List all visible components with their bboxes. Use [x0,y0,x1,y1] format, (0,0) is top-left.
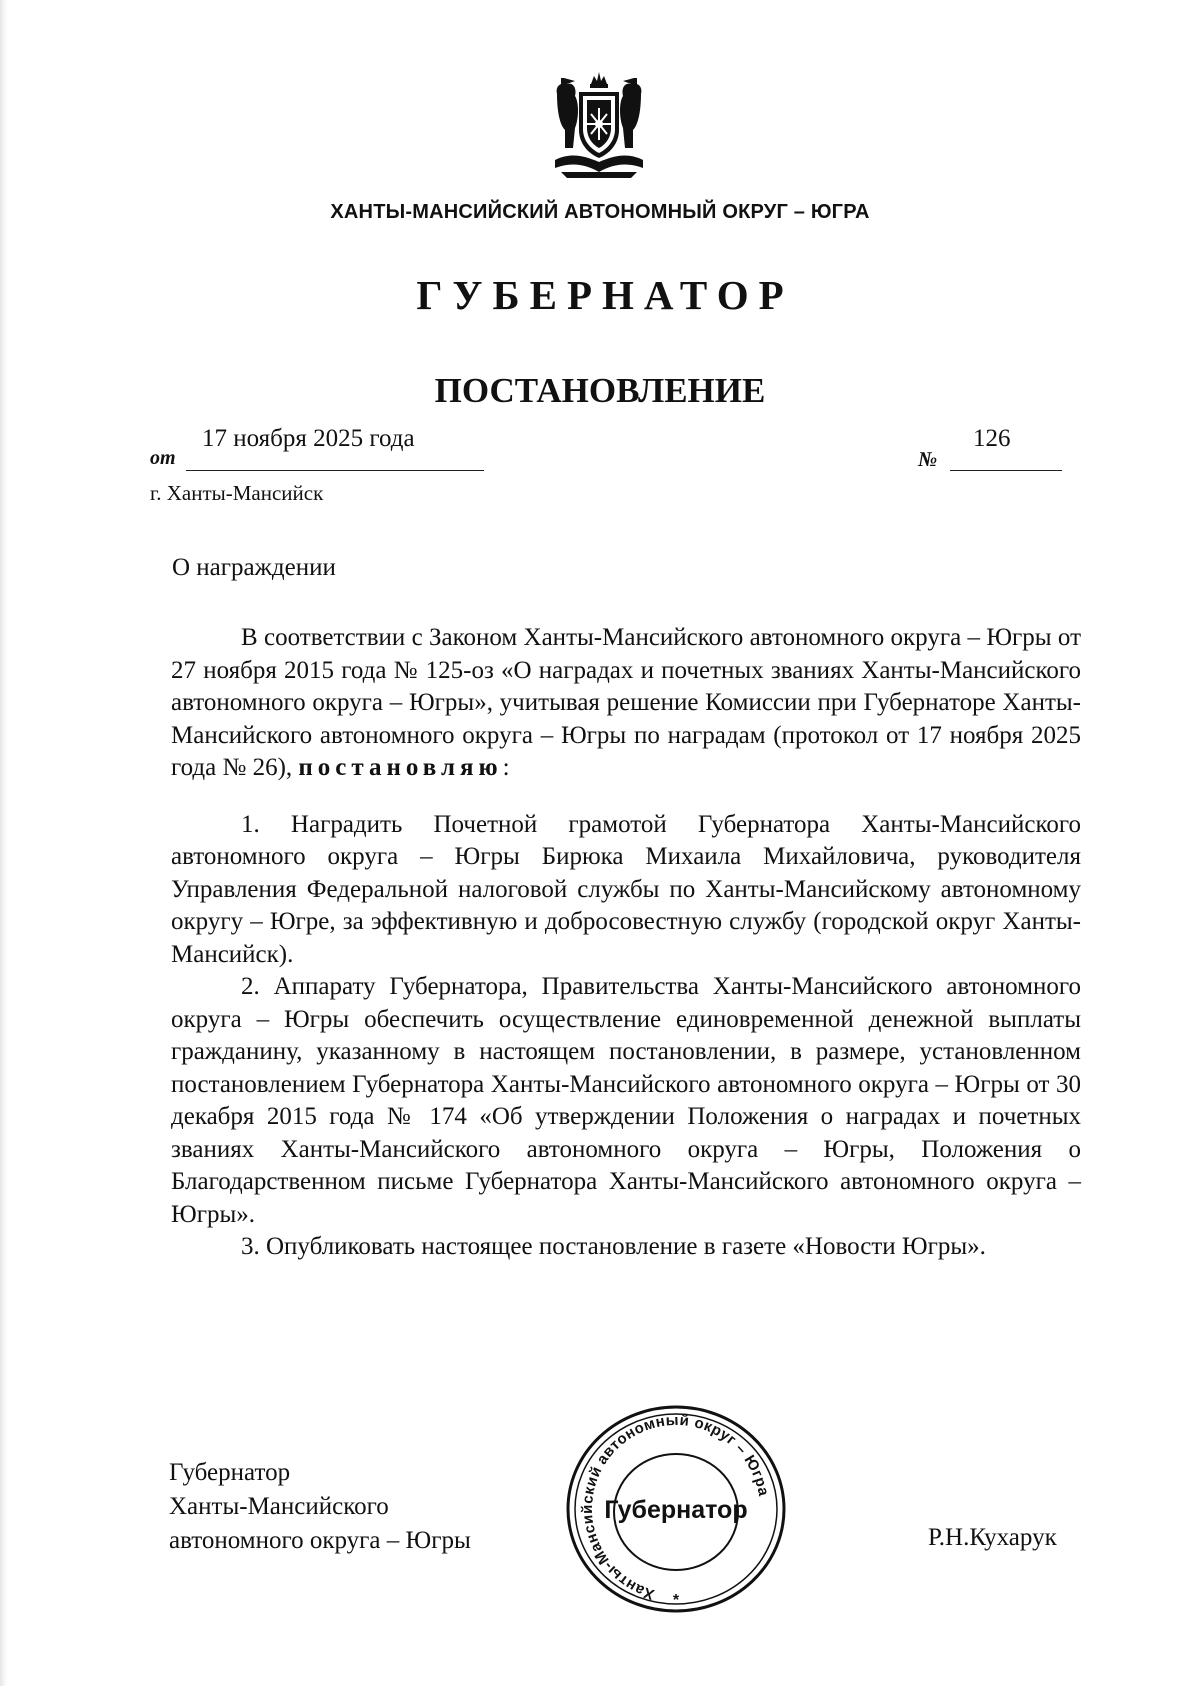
signatory-position-line-1: Губернатор [169,1459,291,1486]
document-body [171,622,1081,1264]
date-underline [186,470,484,471]
document-date: 17 ноября 2025 года [202,425,415,452]
item-3: 3. Опубликовать настоящее постановление в газете «Новости Югры». [241,1233,986,1260]
official-seal [562,1402,790,1616]
signatory-position-line-3: автономного округа – Югры [169,1527,471,1554]
signatory-position [169,1456,471,1558]
seal-star: * [672,1592,680,1609]
number-underline [950,470,1062,471]
scan-edge [0,0,8,1686]
item-2: 2. Аппарату Губернатора, Правительства Ханты-Мансийского автономного округа – Югры обеспечить осуществление единовременной денежной выплаты гражданину, указанному в настоящем постановлении, в размере, установленном постановлением Губернатора Ханты-Мансийского автономного округа – Югры от 30 декабря 2015 года № 174 «Об утверждении Положения о наградах и почетных званиях Ханты-Мансийского автономного округа – Югры, Положения о Благодарственном письме Губернатора Ханты-Мансийского автономного округа – Югры». [171,973,1081,1228]
signatory-position-line-2: Ханты-Мансийского [169,1493,389,1520]
signatory-name: Р.Н.Кухарук [928,1524,1057,1551]
item-1: 1. Наградить Почетной грамотой Губернатора Ханты-Мансийского автономного округа – Югры Бирюка Михаила Михайловича, руководителя Управления Федеральной налоговой службы по Ханты-Мансийскому автономному округу – Югре, за эффективную и добросовестную службу (городской округ Ханты-Мансийск). [171,810,1081,968]
seal-ring-text: Ханты-Мансийский автономный округ – Югра [579,1411,773,1603]
region-name: ХАНТЫ-МАНСИЙСКИЙ АВТОНОМНЫЙ ОКРУГ – ЮГРА [330,201,870,223]
document-number: 126 [973,425,1011,452]
resolve-word: постановляю [298,754,503,781]
city: г. Ханты-Мансийск [150,481,324,505]
date-field [150,425,490,475]
authority-title: ГУБЕРНАТОР [416,272,794,318]
date-prefix: от [150,447,176,469]
preamble-paragraph [171,622,1081,785]
seal-center-text: Губернатор [604,1496,748,1524]
preamble-text: В соответствии с Законом Ханты-Мансийского автономного округа – Югры от 27 ноября 2015 года № 125-оз «О наградах и почетных званиях Ханты-Мансийского автономного округа – Югры», учитывая решение Комиссии при Губернаторе Ханты-Мансийского автономного округа – Югры по наградам (протокол от 17 ноября 2025 года № 26), [171,624,1081,781]
number-prefix: № [918,447,938,471]
document-subject: О награждении [172,554,336,581]
coat-of-arms-icon [551,68,647,180]
document-type-title: ПОСТАНОВЛЕНИЕ [434,371,766,410]
number-field [918,425,1068,475]
resolve-colon: : [502,754,510,781]
